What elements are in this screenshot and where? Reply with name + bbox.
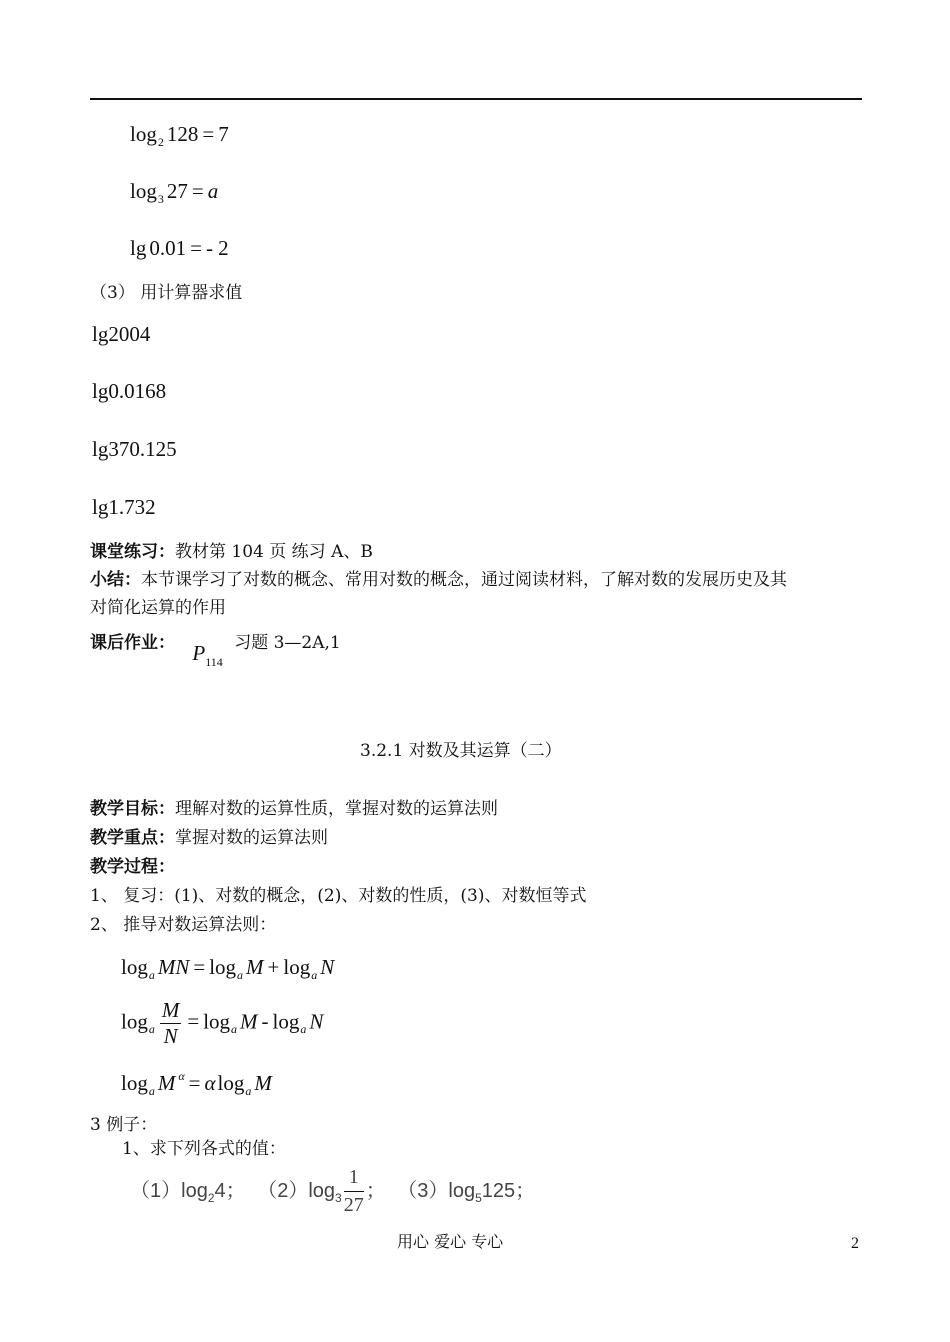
log-example-3: lg 0.01 = - 2 — [130, 236, 229, 260]
example-expressions: $(1)\log_24$； $(2)\log_3$ $\frac{1}{27}$ ； $(3)\log_5125$； — [130, 1166, 536, 1216]
summary-line-1: 小结：本节课学习了对数的概念、常用对数的概念，通过阅读材料，了解对数的发展历史及其 — [90, 570, 787, 590]
calc-item-3: lg370.125 — [92, 437, 177, 461]
practice-line: 课堂练习：教材第 104 页 练习 A、B — [90, 542, 373, 562]
page-number: 2 — [851, 1235, 859, 1252]
teaching-goal: 教学目标：理解对数的运算性质，掌握对数的运算法则 — [90, 799, 498, 819]
teaching-focus: 教学重点：掌握对数的运算法则 — [90, 828, 328, 848]
rule-quotient: $\log_a$ $\frac{M}{N}$ = $\log_a M - \log_a N$ — [121, 998, 324, 1048]
homework-line: 课后作业： $P_{114}$ 习题 3—2A,1 — [90, 633, 341, 669]
teaching-process-label: 教学过程： — [90, 857, 175, 877]
header-rule — [90, 98, 862, 100]
lesson-title: 3.2.1 对数及其运算（二） — [360, 741, 562, 761]
step-derive: 2、 推导对数运算法则： — [90, 915, 277, 935]
step-review: 1、 复习：(1)、对数的概念，(2)、对数的性质，(3)、对数恒等式 — [90, 886, 587, 906]
calc-item-2: lg0.0168 — [92, 379, 167, 403]
log-example-2: $\log_3 27 = a$ — [130, 179, 219, 206]
calc-item-4: lg1.732 — [92, 495, 156, 519]
calc-item-1: lg2004 — [92, 322, 151, 346]
calc-section-label: （3） 用计算器求值 — [90, 283, 243, 303]
log-example-1: $\log_2 128 = 7$ — [130, 122, 229, 149]
examples-label: 3 例子： — [90, 1115, 158, 1135]
rule-product: $\log_a$ MN = $\log_a M + \log_a N$ — [121, 955, 335, 982]
summary-line-2: 对简化运算的作用 — [90, 598, 226, 618]
footer-motto: 用心 爱心 专心 — [397, 1232, 504, 1251]
examples-instruction: 1、求下列各式的值： — [122, 1139, 286, 1159]
rule-power: $\log_a M$ $^\alpha$ = αlog$_a$ M — [121, 1069, 272, 1098]
